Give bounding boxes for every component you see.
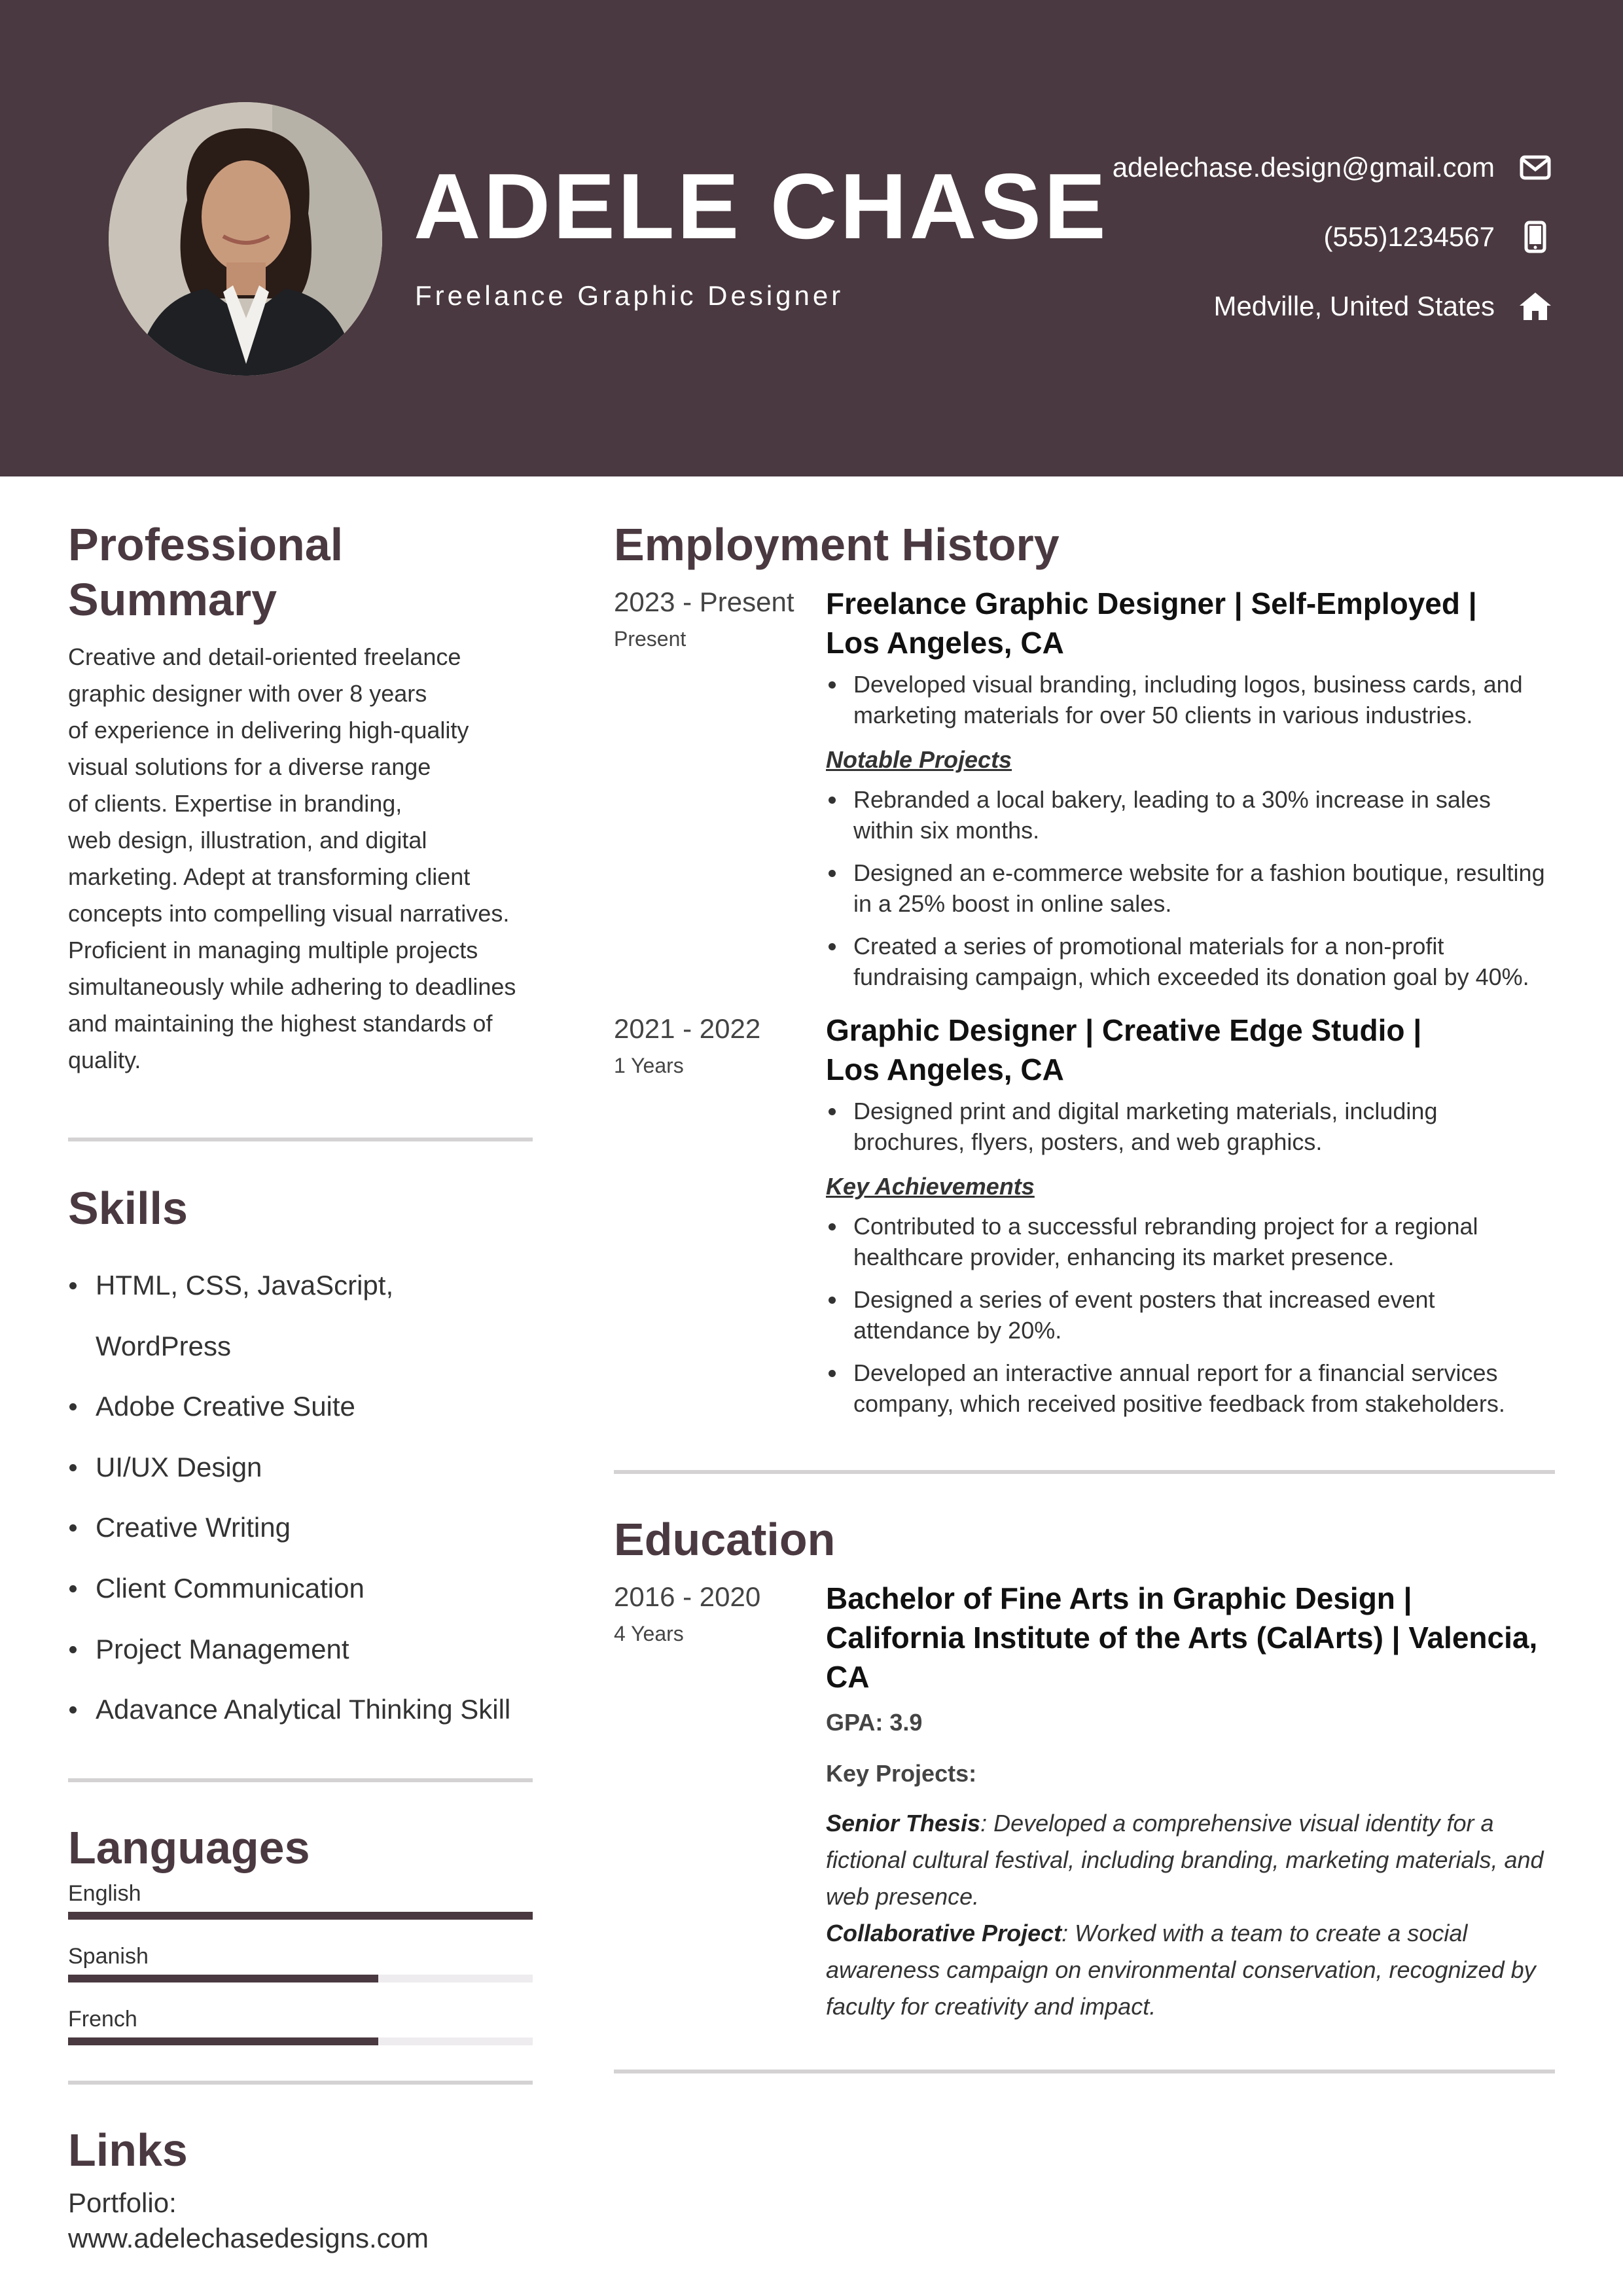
language-level-fill: [68, 2037, 378, 2045]
job-bullet: Contributed to a successful rebranding project for a regional healthcare provider, enhancing its market presence.: [826, 1211, 1555, 1272]
education-duration: 4 Years: [614, 1622, 684, 1645]
job-bullets: [826, 1096, 1555, 1157]
skills-list: [68, 1255, 533, 1740]
job-location: Los Angeles, CA: [826, 626, 1064, 660]
summary-line: of clients. Expertise in branding,: [68, 790, 402, 817]
language-name: Spanish: [68, 1943, 149, 1969]
summary-line: marketing. Adept at transforming client: [68, 863, 471, 890]
job-sub-bullets: [826, 784, 1555, 992]
portfolio-label: Portfolio:: [68, 2187, 177, 2218]
skill-item: HTML, CSS, JavaScript, WordPress: [68, 1255, 533, 1376]
job-bullets: [826, 669, 1555, 730]
skill-item: Client Communication: [68, 1558, 533, 1619]
job-bullet: Designed print and digital marketing materials, including brochures, flyers, posters, and web graphics.: [826, 1096, 1555, 1157]
summary-heading: Professional Summary: [68, 519, 344, 625]
section-divider: [68, 2081, 533, 2085]
contact-location-text: Medville, United States: [1213, 291, 1495, 321]
links-heading: Links: [68, 2124, 188, 2176]
language-level-bar: [68, 1975, 533, 1982]
summary-line: visual solutions for a diverse range: [68, 753, 431, 780]
candidate-name: ADELE CHASE: [414, 154, 1109, 259]
skill-item: Creative Writing: [68, 1498, 533, 1558]
left-column: [68, 517, 533, 2256]
profile-photo: [109, 102, 382, 376]
job-dates: 2021 - 2022: [614, 1013, 761, 1044]
summary-line: Proficient in managing multiple projects: [68, 937, 478, 963]
contact-email-text: adelechase.design@gmail.com: [1112, 152, 1495, 183]
job-bullet: Developed an interactive annual report for a financial services company, which received positive feedback from stakeholders.: [826, 1357, 1555, 1419]
degree-title: Bachelor of Fine Arts in Graphic Design |: [826, 1581, 1412, 1615]
job-bullet: Designed a series of event posters that increased event attendance by 20%.: [826, 1284, 1555, 1346]
skill-item: UI/UX Design: [68, 1437, 533, 1498]
job-sub-bullets: [826, 1211, 1555, 1419]
language-name: French: [68, 2006, 137, 2032]
summary-line: simultaneously while adhering to deadlines: [68, 973, 516, 1000]
right-column: [614, 517, 1555, 2073]
languages-list: [68, 1875, 533, 2045]
section-divider: [68, 1138, 533, 1141]
education-project: [826, 1915, 1555, 2025]
avatar: [109, 102, 382, 376]
job-duration: 1 Years: [614, 1054, 684, 1077]
job-title: Graphic Designer | Creative Edge Studio |: [826, 1013, 1422, 1047]
education-entry: [614, 1579, 1555, 2025]
summary-line: concepts into compelling visual narratives.: [68, 900, 510, 927]
job-entry: [614, 1011, 1555, 1431]
summary-line: web design, illustration, and digital: [68, 827, 427, 853]
summary-line: graphic designer with over 8 years: [68, 680, 427, 707]
envelope-icon: [1517, 149, 1554, 186]
key-projects-label: Key Projects:: [826, 1760, 977, 1787]
employment-heading: Employment History: [614, 519, 1060, 570]
summary-text: [68, 639, 533, 1079]
job-location: Los Angeles, CA: [826, 1052, 1064, 1086]
degree-institution: California Institute of the Arts (CalArts) | Valencia, CA: [826, 1621, 1538, 1694]
language-level-fill: [68, 1912, 533, 1920]
job-dates: 2023 - Present: [614, 586, 794, 617]
job-duration: Present: [614, 627, 687, 651]
education-project-text: : Worked with a team to create a social awareness campaign on environmental conservation, recognized by faculty for creativity and impact.: [826, 1920, 1536, 2020]
language-level-fill: [68, 1975, 378, 1982]
education-project-name: Senior Thesis: [826, 1810, 981, 1837]
skills-heading: Skills: [68, 1183, 188, 1234]
job-bullet: Developed visual branding, including logos, business cards, and marketing materials for over 50 clients in various industries.: [826, 669, 1555, 730]
language-name: English: [68, 1880, 141, 1906]
language-level-bar: [68, 1912, 533, 1920]
summary-line: of experience in delivering high-quality: [68, 717, 469, 744]
summary-line: Creative and detail-oriented freelance: [68, 643, 461, 670]
skill-item: Adobe Creative Suite: [68, 1376, 533, 1437]
section-divider: [614, 1470, 1555, 1474]
contact-phone-text: (555)1234567: [1323, 221, 1495, 252]
contact-email[interactable]: [1113, 148, 1554, 187]
section-divider: [614, 2070, 1555, 2073]
contact-location[interactable]: [1213, 287, 1554, 326]
section-divider: [68, 1778, 533, 1782]
home-icon: [1517, 288, 1554, 325]
job-bullet: Designed an e-commerce website for a fashion boutique, resulting in a 25% boost in online sales.: [826, 857, 1555, 919]
job-bullet: Rebranded a local bakery, leading to a 30% increase in sales within six months.: [826, 784, 1555, 846]
skill-item: Adavance Analytical Thinking Skill: [68, 1679, 533, 1740]
education-dates: 2016 - 2020: [614, 1581, 761, 1612]
summary-line: quality.: [68, 1047, 141, 1073]
job-subheading: Key Achievements: [826, 1173, 1035, 1200]
contact-phone[interactable]: [1323, 217, 1554, 257]
summary-line: and maintaining the highest standards of: [68, 1010, 493, 1037]
job-title: Freelance Graphic Designer | Self-Employed |: [826, 586, 1477, 620]
portfolio-link[interactable]: [68, 2185, 533, 2256]
education-project-name: Collaborative Project: [826, 1920, 1062, 1946]
gpa: GPA: 3.9: [826, 1709, 923, 1736]
candidate-title: Freelance Graphic Designer: [415, 280, 844, 311]
job-bullet: Created a series of promotional materials for a non-profit fundraising campaign, which exceeded its donation goal by 40%.: [826, 931, 1555, 992]
languages-heading: Languages: [68, 1821, 310, 1873]
education-heading: Education: [614, 1514, 836, 1565]
skill-item: Project Management: [68, 1619, 533, 1680]
header-banner: [0, 0, 1623, 476]
education-project-text: : Developed a comprehensive visual identity for a fictional cultural festival, including branding, marketing materials, and web presence.: [826, 1810, 1544, 1910]
job-subheading: Notable Projects: [826, 746, 1012, 773]
education-project: [826, 1805, 1555, 1915]
portfolio-url[interactable]: www.adelechasedesigns.com: [68, 2222, 429, 2253]
language-level-bar: [68, 2037, 533, 2045]
phone-icon: [1517, 219, 1554, 255]
job-entry: [614, 584, 1555, 1004]
